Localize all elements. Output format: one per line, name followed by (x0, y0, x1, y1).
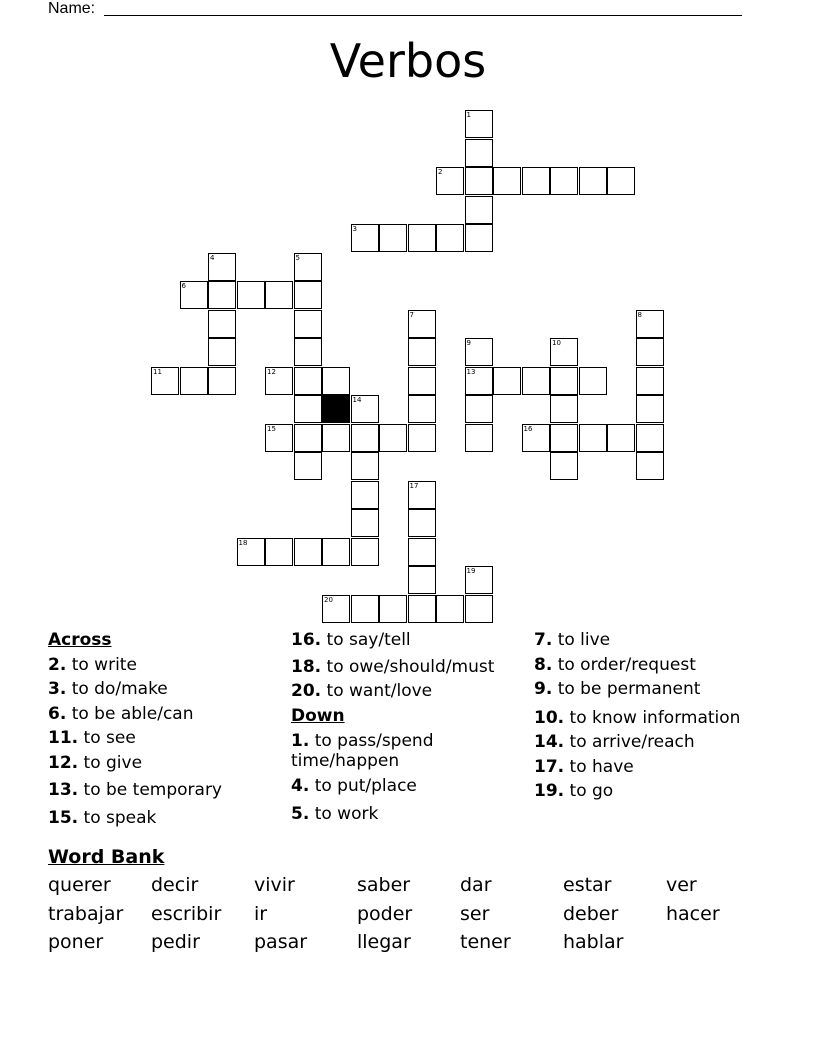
crossword-cell[interactable] (408, 538, 436, 566)
crossword-cell[interactable] (351, 424, 379, 452)
crossword-cell[interactable] (265, 424, 293, 452)
crossword-cell[interactable] (408, 595, 436, 623)
crossword-cell[interactable] (465, 367, 493, 395)
crossword-cell[interactable] (351, 509, 379, 537)
crossword-cell[interactable] (550, 424, 578, 452)
clue-down-17: 17. to have (534, 756, 634, 777)
crossword-cell[interactable] (579, 167, 607, 195)
crossword-cell[interactable] (379, 224, 407, 252)
crossword-cell[interactable] (550, 167, 578, 195)
crossword-cell[interactable] (208, 281, 236, 309)
clue-across-15: 15. to speak (48, 807, 157, 828)
crossword-cell[interactable] (408, 566, 436, 594)
crossword-cell[interactable] (408, 509, 436, 537)
crossword-cell[interactable] (208, 253, 236, 281)
crossword-cell[interactable] (465, 167, 493, 195)
clue-number: 8 (637, 310, 642, 319)
clue-number: 10 (552, 339, 561, 347)
word-bank-word: saber (357, 874, 411, 896)
clue-across-16: 16. to say/tell (291, 630, 411, 650)
crossword-cell[interactable] (408, 481, 436, 509)
word-bank-word: poder (357, 903, 413, 925)
crossword-cell[interactable] (550, 395, 578, 423)
clue-across-3: 3. to do/make (48, 679, 168, 699)
crossword-cell[interactable] (465, 139, 493, 167)
crossword-cell[interactable] (237, 538, 265, 566)
clue-across-11: 11. to see (48, 728, 136, 748)
clue-down-4: 4. to put/place (291, 776, 417, 796)
clue-across-6: 6. to be able/can (48, 703, 194, 724)
word-bank-word: decir (151, 874, 199, 896)
crossword-cell[interactable] (636, 452, 664, 480)
crossword-cell[interactable] (208, 338, 236, 366)
crossword-cell[interactable] (636, 338, 664, 366)
crossword-cell[interactable] (465, 595, 493, 623)
word-bank-word: estar (563, 874, 612, 896)
clue-down-14: 14. to arrive/reach (534, 732, 695, 752)
crossword-cell[interactable] (522, 367, 550, 395)
crossword-cell[interactable] (294, 452, 322, 480)
clue-across-20: 20. to want/love (291, 681, 433, 701)
crossword-cell[interactable] (265, 281, 293, 309)
name-label: Name: (48, 0, 96, 17)
crossword-cell[interactable] (522, 424, 550, 452)
clue-number: 6 (181, 282, 186, 290)
crossword-cell[interactable] (351, 452, 379, 480)
clue-down-8: 8. to order/request (534, 654, 696, 675)
crossword-cell[interactable] (493, 167, 521, 195)
crossword-cell[interactable] (351, 595, 379, 623)
crossword-cell[interactable] (208, 310, 236, 338)
clue-number: 20 (324, 595, 333, 604)
word-bank-word: hacer (666, 903, 720, 925)
crossword-cell[interactable] (322, 424, 350, 452)
down-heading: Down (291, 705, 345, 726)
word-bank-heading: Word Bank (48, 846, 165, 868)
crossword-cell[interactable] (493, 367, 521, 395)
crossword-cell[interactable] (465, 196, 493, 224)
word-bank-word: vivir (254, 874, 295, 896)
crossword-cell[interactable] (180, 281, 208, 309)
clue-number: 4 (210, 253, 215, 262)
word-bank-word: escribir (151, 903, 222, 925)
crossword-cell[interactable] (408, 395, 436, 423)
clues-column-3 (534, 628, 740, 804)
crossword-cell[interactable] (607, 424, 635, 452)
crossword-cell[interactable] (351, 481, 379, 509)
crossword-cell[interactable] (436, 167, 464, 195)
crossword-cell[interactable] (408, 367, 436, 395)
page-title: Verbos (329, 34, 487, 88)
crossword-cell[interactable] (265, 367, 293, 395)
crossword-cell[interactable] (294, 538, 322, 566)
word-bank-word: tener (460, 931, 511, 953)
clue-down-19: 19. to go (534, 781, 614, 801)
word-bank-word: ver (666, 874, 697, 896)
crossword-cell[interactable] (208, 367, 236, 395)
word-bank-word: ir (254, 903, 268, 925)
clue-number: 1 (466, 111, 471, 119)
crossword-cell[interactable] (237, 281, 265, 309)
crossword-cell[interactable] (436, 224, 464, 252)
crossword-cell[interactable] (522, 167, 550, 195)
clue-down-1: 1. to pass/spend time/happen (291, 731, 434, 771)
clue-down-7: 7. to live (534, 630, 611, 650)
crossword-cell[interactable] (322, 595, 350, 623)
crossword-cell[interactable] (379, 595, 407, 623)
crossword-cell[interactable] (379, 424, 407, 452)
crossword-cell[interactable] (294, 395, 322, 423)
crossword-cell[interactable] (294, 424, 322, 452)
crossword-cell[interactable] (294, 338, 322, 366)
clue-number: 11 (153, 367, 162, 376)
crossword-cell[interactable] (579, 424, 607, 452)
clue-number: 15 (267, 424, 276, 433)
crossword-cell[interactable] (351, 395, 379, 423)
crossword-cell[interactable] (636, 367, 664, 395)
clue-number: 12 (267, 367, 276, 376)
word-bank-word: poner (48, 931, 104, 953)
word-bank-word: ser (460, 903, 490, 925)
crossword-cell[interactable] (294, 281, 322, 309)
crossword-cell[interactable] (636, 424, 664, 452)
crossword-cell[interactable] (550, 338, 578, 366)
crossword-cell[interactable] (436, 595, 464, 623)
clues-column-1 (48, 628, 222, 830)
crossword-cell[interactable] (151, 367, 179, 395)
clue-number: 9 (466, 339, 471, 347)
word-bank-word: pedir (151, 931, 200, 953)
crossword-cell[interactable] (465, 110, 493, 138)
crossword-cell[interactable] (607, 167, 635, 195)
name-line[interactable] (104, 15, 742, 16)
clue-number: 2 (438, 168, 443, 176)
crossword-cell[interactable] (636, 395, 664, 423)
word-bank-word: pasar (254, 931, 308, 953)
clue-number: 17 (409, 481, 419, 490)
crossword-cell[interactable] (550, 367, 578, 395)
crossword-cell[interactable] (408, 310, 436, 338)
clue-number: 13 (466, 367, 476, 376)
clues-column-2 (291, 628, 494, 826)
crossword-cell[interactable] (294, 367, 322, 395)
crossword-cell[interactable] (294, 253, 322, 281)
crossword-cell[interactable] (636, 310, 664, 338)
crossword-cell[interactable] (180, 367, 208, 395)
clue-number: 14 (352, 396, 362, 404)
clue-across-18: 18. to owe/should/must (291, 656, 495, 677)
crossword-cell[interactable] (408, 424, 436, 452)
crossword-cell[interactable] (322, 538, 350, 566)
word-bank-word: llegar (357, 931, 411, 953)
crossword-cell[interactable] (265, 538, 293, 566)
crossword-cell[interactable] (550, 452, 578, 480)
crossword-cell[interactable] (294, 310, 322, 338)
word-bank-word: dar (460, 874, 492, 896)
clue-number: 3 (352, 225, 357, 233)
crossword-cell[interactable] (351, 224, 379, 252)
clue-number: 16 (523, 424, 533, 433)
clue-across-13: 13. to be temporary (48, 780, 222, 800)
word-bank-word: querer (48, 874, 111, 896)
word-bank-word: trabajar (48, 903, 124, 925)
crossword-cell[interactable] (465, 566, 493, 594)
crossword-cell[interactable] (408, 338, 436, 366)
crossword-cell[interactable] (408, 224, 436, 252)
crossword-cell[interactable] (465, 395, 493, 423)
crossword-cell[interactable] (465, 224, 493, 252)
crossword-cell[interactable] (465, 338, 493, 366)
crossword-block (322, 395, 350, 423)
crossword-cell[interactable] (322, 367, 350, 395)
crossword-cell[interactable] (465, 424, 493, 452)
clue-number: 7 (409, 310, 414, 319)
clue-number: 5 (295, 253, 300, 262)
clue-across-2: 2. to write (48, 654, 137, 675)
clue-number: 18 (238, 538, 248, 547)
crossword-cell[interactable] (579, 367, 607, 395)
clue-across-12: 12. to give (48, 752, 143, 773)
clue-down-5: 5. to work (291, 803, 379, 824)
word-bank-word: hablar (563, 931, 624, 953)
clue-down-9: 9. to be permanent (534, 679, 701, 699)
across-heading: Across (48, 630, 112, 650)
word-bank-word: deber (563, 903, 619, 925)
clue-number: 19 (466, 567, 476, 575)
clue-down-10: 10. to know information (534, 707, 741, 728)
crossword-cell[interactable] (351, 538, 379, 566)
